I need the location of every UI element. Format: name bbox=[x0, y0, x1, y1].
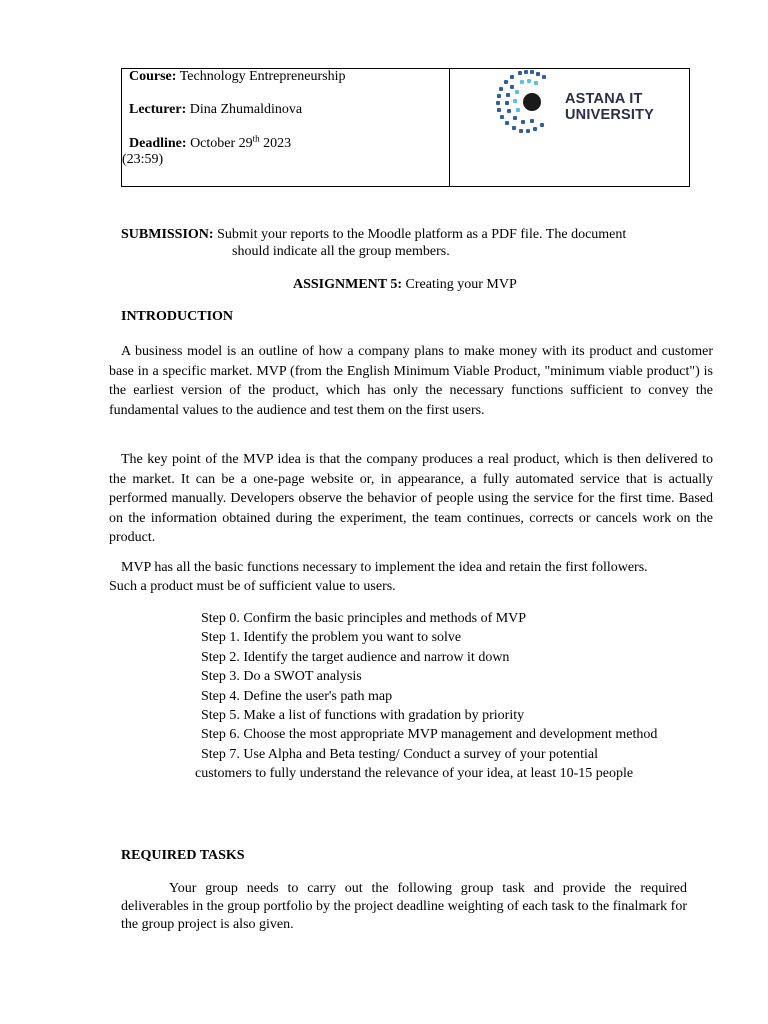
step-item: Step 3. Do a SWOT analysis bbox=[201, 669, 362, 685]
header-table bbox=[121, 68, 690, 187]
step-item: Step 0. Confirm the basic principles and methods of MVP bbox=[201, 611, 527, 626]
lecturer-label: Lecturer: bbox=[129, 102, 187, 117]
lecturer-value: Dina Zhumaldinova bbox=[189, 102, 303, 117]
step-item: Step 5. Make a list of functions with gradation by priority bbox=[201, 708, 525, 724]
assignment-title bbox=[293, 277, 517, 293]
logo-line2: UNIVERSITY bbox=[565, 107, 655, 123]
step-item: Step 1. Identify the problem you want to solve bbox=[201, 630, 462, 646]
step-item: Step 2. Identify the target audience and narrow it down bbox=[201, 649, 510, 665]
step-7-continuation: customers to fully understand the relevance of your idea, at least 10-15 people bbox=[195, 766, 634, 781]
required-tasks-heading: REQUIRED TASKS bbox=[121, 848, 245, 863]
deadline-label: Deadline: bbox=[129, 136, 187, 151]
course-value: Technology Entrepreneurship bbox=[179, 69, 346, 84]
assignment-name: Creating your MVP bbox=[405, 277, 517, 292]
intro-paragraph-3-line2: Such a product must be of sufficient value to users. bbox=[109, 579, 396, 594]
astana-it-logo-emblem bbox=[494, 70, 560, 134]
intro-paragraph-1: A business model is an outline of how a company plans to make money with its product and customer base in a specific market. MVP (from the English Minimum Viable Product, "minimum viable product") is the earliest version of the product, which has only the necessary functions sufficient to convey the fundamental values to the audience and test them on the first users. bbox=[109, 344, 713, 418]
deadline-month: October 29 bbox=[190, 136, 253, 151]
intro-paragraph-2: The key point of the MVP idea is that the company produces a real product, which is then delivered to the market. It can be a one-page website or, in appearance, a fully automated service that is actually performed manually. Developers observe the behavior of people using the service for the first time. Based on the information obtained during the experiment, the team continues, corrects or cancels work on the product. bbox=[109, 452, 713, 545]
course-line bbox=[129, 69, 346, 85]
course-label: Course: bbox=[129, 69, 177, 84]
step-item: Step 6. Choose the most appropriate MVP management and development method bbox=[201, 727, 658, 743]
deadline-line bbox=[129, 133, 292, 152]
assignment-label: ASSIGNMENT 5: bbox=[293, 277, 403, 292]
introduction-heading: INTRODUCTION bbox=[121, 309, 234, 324]
required-tasks-paragraph: Your group needs to carry out the following group task and provide the required deliverables in the group portfolio by the project deadline weighting of each task to the finalmark for the group project is also given. bbox=[121, 881, 687, 932]
submission-line1 bbox=[121, 227, 626, 243]
logo-line1: ASTANA IT bbox=[565, 91, 643, 107]
intro-paragraph-3-line1: MVP has all the basic functions necessary to implement the idea and retain the first followers. bbox=[121, 560, 648, 575]
steps-list bbox=[201, 609, 657, 764]
submission-text1: Submit your reports to the Moodle platform as a PDF file. The document bbox=[217, 227, 627, 242]
header-table-divider bbox=[449, 68, 450, 187]
lecturer-line bbox=[129, 102, 302, 118]
submission-label: SUBMISSION: bbox=[121, 227, 214, 242]
step-item: Step 4. Define the user's path map bbox=[201, 688, 393, 704]
deadline-ordinal: th bbox=[252, 133, 260, 144]
deadline-year: 2023 bbox=[263, 136, 292, 151]
submission-line2: should indicate all the group members. bbox=[232, 244, 450, 259]
step-item: Step 7. Use Alpha and Beta testing/ Conduct a survey of your potential bbox=[201, 746, 598, 762]
deadline-time: (23:59) bbox=[122, 152, 164, 167]
